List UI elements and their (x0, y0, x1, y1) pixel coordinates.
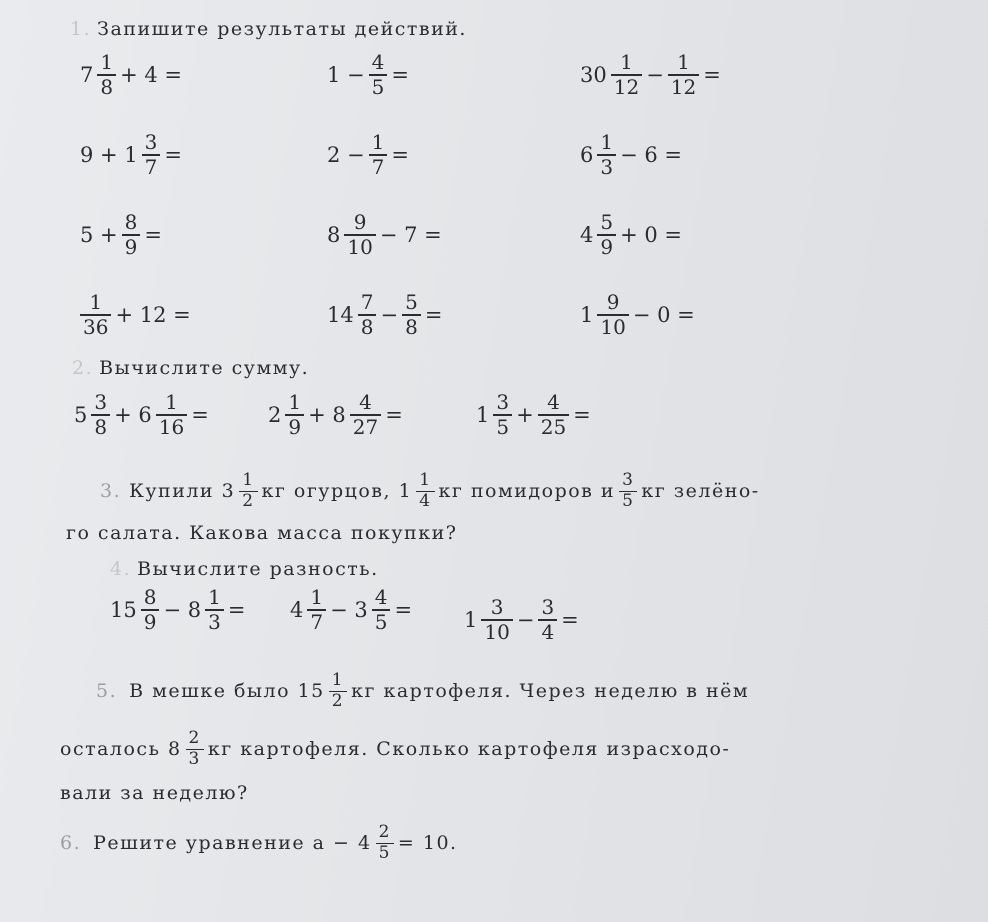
numerator: 1 (89, 290, 103, 314)
numerator: 5 (405, 290, 418, 314)
expression-text: − 6 = (620, 143, 683, 167)
expression-text: 30 (580, 63, 607, 87)
fraction (597, 291, 628, 339)
expression-text: кг картофеля. Через неделю в нём (351, 680, 750, 702)
expression-text: 1 (464, 608, 478, 632)
expression-text: − 3 (330, 598, 368, 622)
numerator: 4 (374, 585, 388, 609)
denominator: 5 (493, 414, 512, 439)
expression-text: = (227, 598, 246, 622)
expression (72, 385, 211, 445)
task-4-heading (110, 558, 379, 580)
fraction (369, 51, 388, 99)
expression (288, 580, 414, 640)
task-number: 2. (72, 357, 94, 379)
task-title: Вычислите разность. (137, 558, 379, 580)
expression-text: В мешке было 15 (129, 680, 325, 702)
denominator: 12 (611, 74, 642, 99)
expression-text: кг зелёно- (641, 480, 760, 502)
fraction (369, 131, 388, 179)
expression-text: 5 + (80, 223, 118, 247)
expression (266, 385, 405, 445)
denominator: 5 (372, 609, 391, 634)
fraction (668, 51, 699, 99)
expression-text: 4 (580, 223, 594, 247)
denominator: 3 (205, 609, 224, 634)
denominator: 7 (307, 609, 326, 634)
fraction (156, 391, 187, 439)
fraction (538, 596, 557, 644)
expression (78, 125, 184, 185)
expression-text: = 10. (397, 832, 458, 854)
task-number: 5. (96, 680, 118, 702)
denominator: 12 (668, 74, 699, 99)
expression-text: 1 (580, 303, 594, 327)
denominator: 9 (122, 234, 141, 259)
expression-text: = (394, 598, 413, 622)
numerator: 1 (310, 585, 324, 609)
task-number: 4. (110, 558, 132, 580)
denominator: 36 (80, 314, 111, 339)
task-3-line-2: го салата. Какова масса покупки? (66, 522, 458, 544)
fraction (611, 51, 642, 99)
numerator: 2 (188, 727, 201, 748)
task-number: 1. (70, 18, 92, 40)
task-number: 6. (60, 832, 82, 854)
expression (474, 385, 593, 445)
expression (108, 580, 247, 640)
expression-text: − (646, 63, 664, 87)
expression (325, 285, 444, 345)
numerator: 2 (378, 821, 391, 842)
expression-text: Купили 3 (129, 480, 236, 502)
expression-text: = (391, 143, 409, 167)
numerator: 1 (165, 390, 178, 414)
numerator: 3 (541, 595, 555, 619)
denominator: 9 (141, 609, 160, 634)
fraction (619, 471, 637, 511)
task-5-text (60, 729, 730, 769)
task-6-text (93, 823, 457, 863)
numerator: 3 (94, 390, 108, 414)
expression-text: = (391, 63, 409, 87)
expression-text: − 7 = (379, 223, 442, 247)
denominator: 3 (186, 749, 204, 770)
numerator: 8 (143, 585, 157, 609)
expression-text: − (380, 303, 399, 327)
numerator: 1 (620, 50, 633, 74)
expression-text: = (191, 403, 209, 427)
denominator: 9 (285, 414, 304, 439)
denominator: 7 (142, 154, 161, 179)
expression-text: 2 (268, 403, 282, 427)
expression-text: = (561, 608, 579, 632)
fraction (358, 291, 377, 339)
expression (578, 285, 697, 345)
task-title: Запишите результаты действий. (97, 18, 467, 40)
expression-text: кг помидоров и (438, 480, 616, 502)
expression (578, 125, 684, 185)
numerator: 1 (600, 130, 614, 154)
numerator: 1 (242, 469, 255, 490)
numerator: 4 (371, 50, 385, 74)
fraction (416, 471, 434, 511)
expression-text: + 6 (114, 403, 152, 427)
expression-text: = (144, 223, 162, 247)
denominator: 2 (239, 491, 257, 512)
numerator: 5 (600, 210, 614, 234)
denominator: 5 (376, 843, 394, 864)
task-number: 3. (100, 480, 122, 502)
expression-text: кг огурцов, 1 (261, 480, 413, 502)
task-1-heading (70, 18, 467, 40)
fraction (97, 51, 116, 99)
expression (325, 125, 411, 185)
numerator: 1 (677, 50, 690, 74)
expression (78, 285, 193, 345)
denominator: 4 (416, 491, 434, 512)
expression-text: + 4 = (120, 63, 183, 87)
fraction (142, 131, 161, 179)
fraction (186, 729, 204, 769)
denominator: 25 (538, 414, 569, 439)
expression-text: − 8 (163, 598, 202, 622)
expression-text: = (703, 63, 721, 87)
denominator: 2 (329, 691, 347, 712)
expression-text: 2 − (327, 143, 365, 167)
fraction (285, 391, 304, 439)
denominator: 8 (358, 314, 377, 339)
denominator: 8 (91, 414, 110, 439)
fraction (91, 391, 110, 439)
fraction (122, 211, 141, 259)
numerator: 7 (360, 290, 374, 314)
denominator: 8 (97, 74, 116, 99)
expression (78, 45, 184, 105)
fraction (597, 211, 616, 259)
expression (578, 205, 684, 265)
fraction (597, 131, 616, 179)
expression-text: 14 (327, 303, 354, 327)
expression (578, 45, 723, 105)
numerator: 3 (496, 390, 510, 414)
fraction (481, 596, 512, 644)
numerator: 1 (208, 585, 221, 609)
task-5-line-3: вали за неделю? (60, 782, 249, 804)
denominator: 5 (619, 491, 637, 512)
fraction (307, 586, 326, 634)
numerator: 1 (419, 469, 432, 490)
denominator: 10 (481, 619, 512, 644)
fraction (376, 823, 394, 863)
expression-text: 8 (327, 223, 341, 247)
expression-text: 6 (580, 143, 594, 167)
fraction (344, 211, 375, 259)
fraction (80, 291, 111, 339)
numerator: 8 (124, 210, 138, 234)
expression (325, 45, 411, 105)
denominator: 16 (156, 414, 187, 439)
denominator: 3 (597, 154, 616, 179)
denominator: 9 (597, 234, 616, 259)
expression-text: 9 + 1 (80, 143, 138, 167)
expression (462, 590, 581, 650)
task-5-text (129, 671, 749, 711)
numerator: 1 (371, 130, 385, 154)
task-5-line-2 (60, 718, 730, 780)
expression-text: + 12 = (115, 303, 191, 327)
expression-text: + 8 (308, 403, 346, 427)
task-title: Вычислите сумму. (99, 357, 310, 379)
expression-text: + (516, 403, 534, 427)
denominator: 4 (538, 619, 557, 644)
denominator: 10 (597, 314, 628, 339)
expression-text: = (385, 403, 403, 427)
expression-text: 1 − (327, 63, 365, 87)
task-5-line-1 (96, 660, 749, 722)
expression-text: = (573, 403, 591, 427)
task-3-text (129, 471, 760, 511)
fraction (205, 586, 224, 634)
expression (325, 205, 444, 265)
expression-text: осталось 8 (60, 738, 182, 760)
expression-text: 1 (476, 403, 490, 427)
expression-text: Решите уравнение a − 4 (93, 832, 372, 854)
task-6-line (60, 812, 458, 874)
expression-text: 7 (80, 63, 94, 87)
expression-text: − 0 = (632, 303, 695, 327)
numerator: 4 (547, 390, 560, 414)
expression-text: 4 (290, 598, 304, 622)
numerator: 3 (490, 595, 504, 619)
fraction (350, 391, 381, 439)
numerator: 1 (288, 390, 302, 414)
fraction (493, 391, 512, 439)
numerator: 9 (606, 290, 620, 314)
fraction (538, 391, 569, 439)
fraction (372, 586, 391, 634)
fraction (239, 471, 257, 511)
fraction (402, 291, 421, 339)
numerator: 9 (353, 210, 367, 234)
task-2-heading (72, 357, 309, 379)
denominator: 10 (344, 234, 375, 259)
expression-text: = (164, 143, 183, 167)
numerator: 4 (359, 390, 372, 414)
denominator: 7 (369, 154, 388, 179)
task-3-line-1 (100, 462, 760, 520)
numerator: 3 (144, 130, 158, 154)
expression (78, 205, 164, 265)
fraction (141, 586, 160, 634)
expression-text: кг картофеля. Сколько картофеля израсходо- (207, 738, 731, 760)
expression-text: − (516, 608, 535, 632)
expression-text: 5 (74, 403, 88, 427)
fraction (329, 671, 347, 711)
denominator: 8 (402, 314, 421, 339)
denominator: 27 (350, 414, 381, 439)
expression-text: + 0 = (620, 223, 683, 247)
numerator: 1 (100, 50, 114, 74)
expression-text: = (424, 303, 443, 327)
expression-text: 15 (110, 598, 137, 622)
numerator: 1 (331, 669, 345, 690)
denominator: 5 (369, 74, 388, 99)
numerator: 3 (622, 469, 635, 490)
